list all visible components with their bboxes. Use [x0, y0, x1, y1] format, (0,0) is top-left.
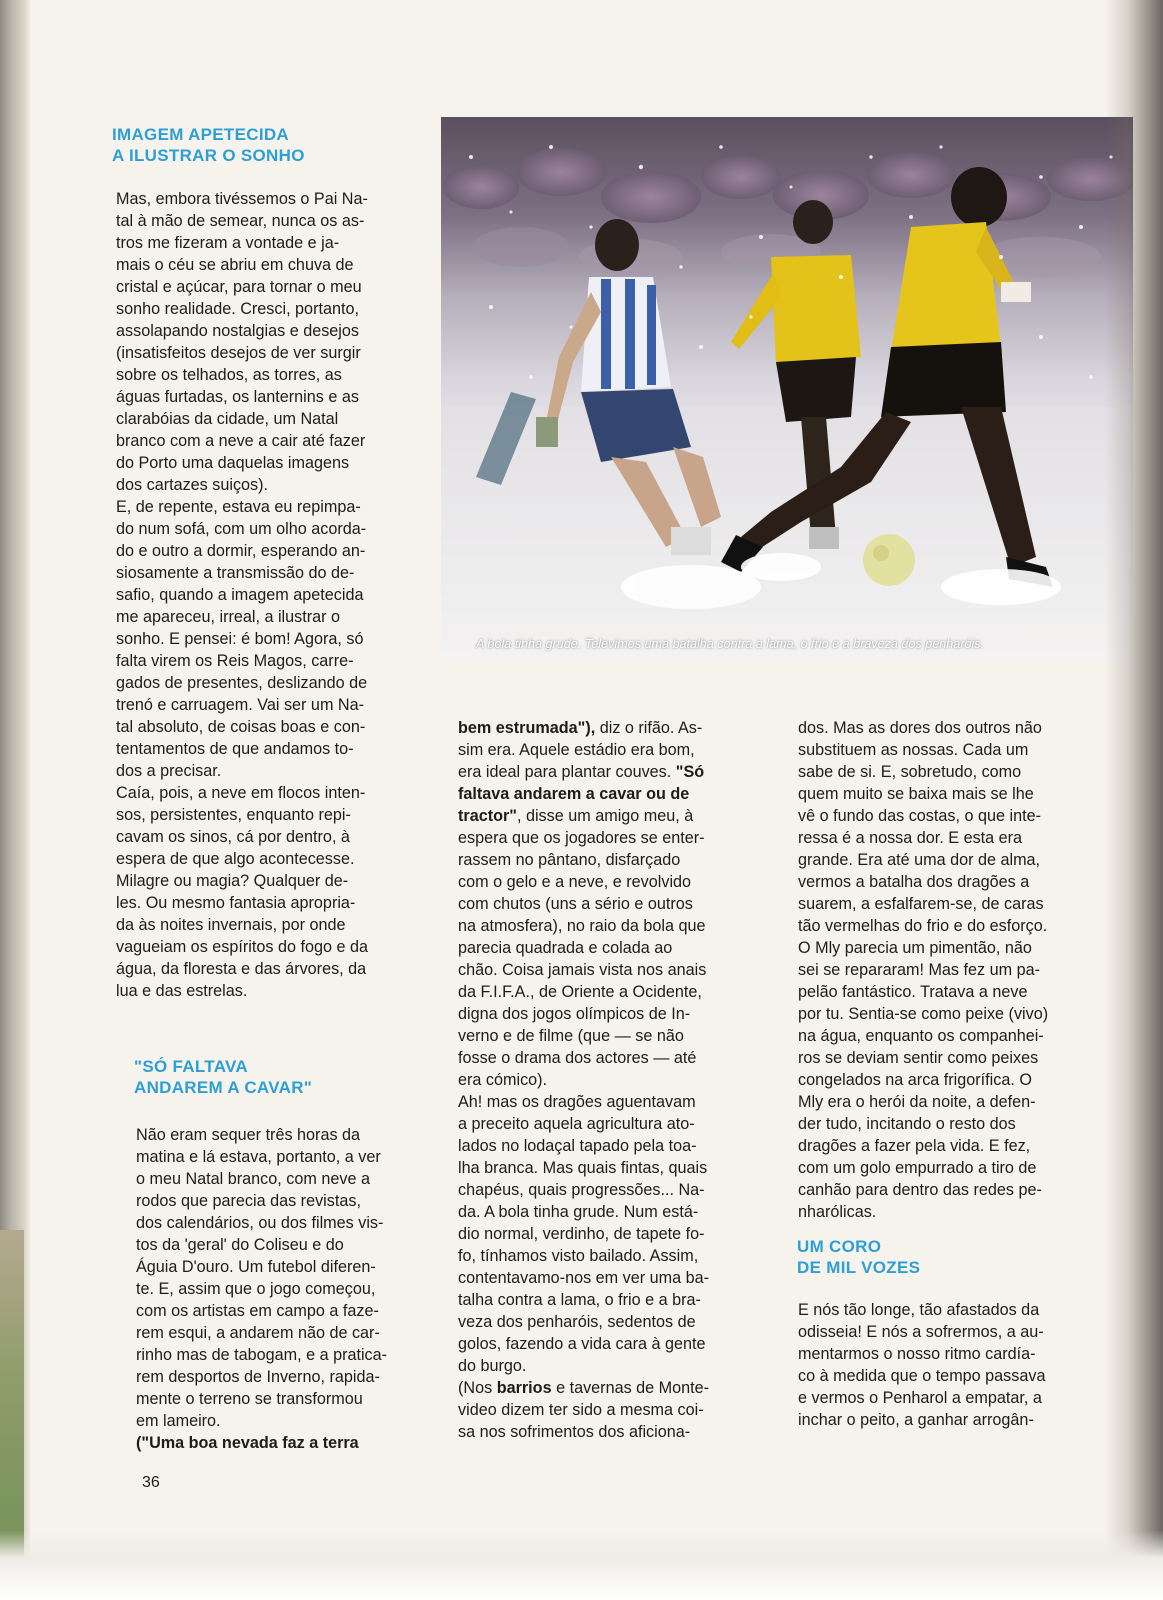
text-line: tentamentos de que andamos to-: [116, 740, 354, 758]
text-line: ros se deviam sentir como peixes: [798, 1049, 1039, 1067]
text-line: com chutos (uns a sério e outros: [458, 895, 693, 913]
text-line: cavam os sinos, cá por dentro, à: [116, 828, 350, 846]
text-line: chapéus, quais progressões... Na-: [458, 1181, 705, 1199]
text-line: pelão fantástico. Tratava a neve: [798, 983, 1028, 1001]
text-line: co à medida que o tempo passava: [798, 1367, 1046, 1385]
text-line: siosamente a transmissão do de-: [116, 564, 355, 582]
text-line: espera de que algo acontecesse.: [116, 850, 355, 868]
text-line: fosse o drama dos actores — até: [458, 1049, 697, 1067]
text-line: da às noites invernais, por onde: [116, 916, 346, 934]
text-line: digna dos jogos olímpicos de In-: [458, 1005, 691, 1023]
text-line: água, da floresta e das árvores, da: [116, 960, 367, 978]
text-line: rem esqui, a andarem não de car-: [136, 1324, 380, 1342]
text-line: espera que os jogadores se enter-: [458, 829, 705, 847]
text-line: por tu. Sentia-se como peixe (vivo): [798, 1005, 1049, 1023]
text-line: tão vermelhas do frio e do esforço.: [798, 917, 1048, 935]
column-3-lower-text: [798, 1299, 1092, 1431]
text-line: com o gelo e a neve, e revolvido: [458, 873, 692, 891]
text-line: águas furtadas, os lanternins e as: [116, 388, 359, 406]
text-line: assolapando nostalgias e desejos: [116, 322, 359, 340]
text-line: [458, 761, 756, 783]
text-line: tal à mão de semear, nunca os as-: [116, 212, 365, 230]
text-line: o meu Natal branco, com neve a: [136, 1170, 370, 1188]
text-line: chão. Coisa jamais vista nos anais: [458, 961, 707, 979]
text-line: [458, 1377, 756, 1399]
column-1-text: [116, 188, 436, 1002]
text-line: tal absoluto, de coisas boas e con-: [116, 718, 366, 736]
text-line: rassem no pântano, disfarçado: [458, 851, 681, 869]
football-snow-photo: [441, 117, 1133, 661]
text-line: safio, quando a imagem apetecida: [116, 586, 364, 604]
heading-line: "SÓ FALTAVA: [134, 1057, 248, 1076]
text-line: sonho. E pensei: é bom! Agora, só: [116, 630, 364, 648]
text-line: nharólicas.: [798, 1203, 877, 1221]
text-line: contentavamo-nos em ver uma ba-: [458, 1269, 710, 1287]
text-line: E, de repente, estava eu repimpa-: [116, 498, 361, 516]
text-line: sa nos sofrimentos dos aficiona-: [458, 1423, 691, 1441]
text-line: Mly era o herói da noite, a defen-: [798, 1093, 1036, 1111]
text-line: [136, 1432, 436, 1454]
text-line: em lameiro.: [136, 1412, 221, 1430]
heading-line: A ILUSTRAR O SONHO: [112, 146, 305, 165]
section-heading-um-coro: [797, 1236, 920, 1278]
text-line: me apareceu, irreal, a ilustrar o: [116, 608, 341, 626]
text-run: , disse um amigo meu, à: [516, 807, 694, 825]
text-line: dos cartazes suiços).: [116, 476, 269, 494]
text-line: matina e lá estava, portanto, a ver: [136, 1148, 381, 1166]
text-line: Caía, pois, a neve em flocos inten-: [116, 784, 366, 802]
text-line: Mas, embora tivéssemos o Pai Na-: [116, 190, 368, 208]
text-line: suarem, a esfalfarem-se, de caras: [798, 895, 1044, 913]
text-line: mente o terreno se transformou: [136, 1390, 363, 1408]
text-run: (Nos: [458, 1379, 497, 1397]
heading-line: IMAGEM APETECIDA: [112, 125, 290, 144]
text-line: substituem as nossas. Cada um: [798, 741, 1029, 759]
text-line: vermos a batalha dos dragões a: [798, 873, 1030, 891]
text-run: diz o rifão. As-: [595, 719, 703, 737]
column-1-lower-text: [136, 1124, 436, 1454]
text-line: rodos que parecia das revistas,: [136, 1192, 361, 1210]
text-line: na atmosfera), no raio da bola que: [458, 917, 706, 935]
text-line: branco com a neve a cair até fazer: [116, 432, 366, 450]
text-line: E nós tão longe, tão afastados da: [798, 1301, 1040, 1319]
text-line: clarabóias da cidade, um Natal: [116, 410, 339, 428]
text-line: odisseia! E nós a sofrermos, a au-: [798, 1323, 1044, 1341]
text-line: ressa é a nossa dor. E esta era: [798, 829, 1023, 847]
bold-text: tractor": [458, 807, 517, 825]
text-line: na água, enquanto os companhei-: [798, 1027, 1044, 1045]
text-line: fo, tínhamos visto bailado. Assim,: [458, 1247, 699, 1265]
text-line: der tudo, incitando o resto dos: [798, 1115, 1016, 1133]
bold-text: "Só: [675, 763, 705, 781]
text-line: grande. Era até uma dor de alma,: [798, 851, 1041, 869]
text-run: era ideal para plantar couves.: [458, 763, 676, 781]
text-line: da F.I.F.A., de Oriente a Ocidente,: [458, 983, 702, 1001]
page-number: 36: [142, 1474, 160, 1491]
text-line: do e outro a dormir, esperando an-: [116, 542, 366, 560]
text-line: sos, persistentes, enquanto repi-: [116, 806, 351, 824]
text-line: sei se repararam! Mas fez um pa-: [798, 961, 1040, 979]
text-line: dos. Mas as dores dos outros não: [798, 719, 1042, 737]
text-line: vagueiam os espíritos do fogo e da: [116, 938, 368, 956]
text-line: talha contra a lama, o frio e a bra-: [458, 1291, 701, 1309]
heading-line: DE MIL VOZES: [797, 1258, 921, 1277]
football: [863, 534, 915, 586]
bold-text: bem estrumada"),: [458, 719, 596, 737]
text-line: Ah! mas os dragões aguentavam: [458, 1093, 696, 1111]
text-line: mentarmos o nosso ritmo cardía-: [798, 1345, 1036, 1363]
text-line: lha branca. Mas quais fintas, quais: [458, 1159, 708, 1177]
text-line: do num sofá, com um olho acorda-: [116, 520, 367, 538]
column-3-text: [798, 717, 1092, 1223]
text-line: dio normal, verdinho, de tapete fo-: [458, 1225, 705, 1243]
text-line: rinho mas de tabogam, e a pratica-: [136, 1346, 388, 1364]
photo-caption: A bola tinha grude. Televimos uma batalha contra a lama, o frio e a braveza dos penharóis.: [476, 637, 985, 651]
text-line: cristal e açúcar, para tornar o meu: [116, 278, 362, 296]
text-line: com um golo empurrado a tiro de: [798, 1159, 1037, 1177]
text-line: dragões a fazer pela vida. E fez,: [798, 1137, 1031, 1155]
text-line: Águia D'ouro. Um futebol diferen-: [136, 1258, 376, 1276]
text-line: inchar o peito, a ganhar arrogân-: [798, 1411, 1034, 1429]
bold-text: faltava andarem a cavar ou de: [458, 785, 690, 803]
section-heading-so-faltava: [134, 1056, 312, 1098]
text-line: dos calendários, ou dos filmes vis-: [136, 1214, 384, 1232]
text-line: dos a precisar.: [116, 762, 222, 780]
page-bottom-edge: [0, 1530, 1163, 1600]
text-line: te. E, assim que o jogo começou,: [136, 1280, 376, 1298]
text-line: trenó e carruagem. Vai ser um Na-: [116, 696, 365, 714]
bold-text: barrios: [496, 1379, 552, 1397]
page-right-edge-shadow: [1105, 0, 1163, 1600]
text-line: quem muito se baixa mais se lhe: [798, 785, 1034, 803]
text-line: golos, fazendo a vida cara à gente: [458, 1335, 706, 1353]
text-line: tros me fizeram a vontade e ja-: [116, 234, 340, 252]
text-line: sim era. Aquele estádio era bom,: [458, 741, 695, 759]
text-line: lua e das estrelas.: [116, 982, 248, 1000]
text-line: canhão para dentro das redes pe-: [798, 1181, 1042, 1199]
photo-illustration: [441, 117, 1133, 661]
text-line: Milagre ou magia? Qualquer de-: [116, 872, 349, 890]
text-line: les. Ou mesmo fantasia apropria-: [116, 894, 356, 912]
text-line: lados no lodaçal tapado pela toa-: [458, 1137, 697, 1155]
heading-line: ANDAREM A CAVAR": [134, 1078, 313, 1097]
text-line: verno e de filme (que — se não: [458, 1027, 684, 1045]
text-run: e tavernas de Monte-: [551, 1379, 710, 1397]
text-line: a preceito aquela agricultura ato-: [458, 1115, 695, 1133]
text-line: [458, 783, 756, 805]
text-line: video dizem ter sido a mesma coi-: [458, 1401, 704, 1419]
text-line: parecia quadrada e colada ao: [458, 939, 673, 957]
text-line: com os artistas em campo a faze-: [136, 1302, 379, 1320]
column-2-text: [458, 717, 756, 1443]
text-line: [458, 805, 756, 827]
text-line: O Mly parecia um pimentão, não: [798, 939, 1032, 957]
text-line: rem desportos de Inverno, rapida-: [136, 1368, 380, 1386]
text-line: era cómico).: [458, 1071, 548, 1089]
text-line: Não eram sequer três horas da: [136, 1126, 361, 1144]
text-line: sabe de si. E, sobretudo, como: [798, 763, 1022, 781]
text-line: gados de presentes, deslizando de: [116, 674, 368, 692]
text-line: da. A bola tinha grude. Num está-: [458, 1203, 699, 1221]
heading-line: UM CORO: [797, 1237, 882, 1256]
text-line: tos da 'geral' do Coliseu e do: [136, 1236, 344, 1254]
section-heading-imagem-apetecida: [112, 124, 305, 166]
text-line: congelados na arca frigorífica. O: [798, 1071, 1032, 1089]
text-line: e vermos o Penharol a empatar, a: [798, 1389, 1042, 1407]
text-line: (insatisfeitos desejos de ver surgir: [116, 344, 361, 362]
text-line: sonho realidade. Cresci, portanto,: [116, 300, 359, 318]
text-line: veza dos penharóis, sedentos de: [458, 1313, 696, 1331]
text-line: vê o fundo das costas, o que inte-: [798, 807, 1041, 825]
text-line: sobre os telhados, as torres, as: [116, 366, 342, 384]
text-line: falta virem os Reis Magos, carre-: [116, 652, 354, 670]
text-line: do Porto uma daquelas imagens: [116, 454, 350, 472]
text-line: do burgo.: [458, 1357, 527, 1375]
text-line: [458, 717, 756, 739]
bold-text: ("Uma boa nevada faz a terra: [136, 1434, 359, 1452]
text-line: mais o céu se abriu em chuva de: [116, 256, 354, 274]
